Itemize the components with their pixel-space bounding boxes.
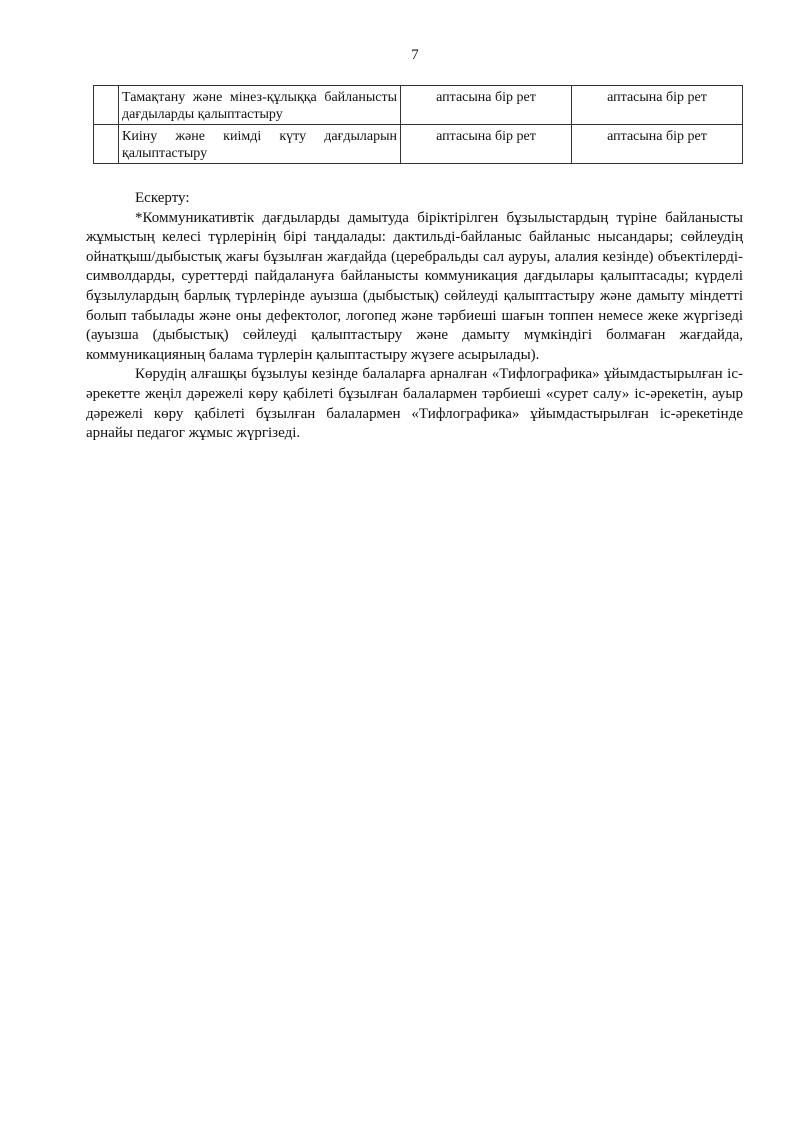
activity-cell: Киіну және киімді күту дағдыларын қалыптастыру	[119, 125, 401, 164]
note-section	[86, 189, 743, 444]
row-number-cell	[94, 125, 119, 164]
row-number-cell	[94, 86, 119, 125]
table-row	[94, 125, 743, 164]
schedule-table	[93, 85, 743, 164]
note-title: Ескерту:	[135, 190, 190, 206]
frequency-cell: аптасына бір рет	[572, 86, 743, 125]
frequency-cell: аптасына бір рет	[401, 86, 572, 125]
frequency-cell: аптасына бір рет	[572, 125, 743, 164]
frequency-cell: аптасына бір рет	[401, 125, 572, 164]
note-paragraph: *Коммуникативтік дағдыларды дамытуда біріктірілген бұзылыстардың түріне байланысты жұмыстың келесі түрлерінің бірі таңдалады: дактильді-байланыс байланыс нысандары; сөйлеудің ойнатқыш/дыбыстық жағы бұзылған жағдайда (церебральды сал ауруы, алалия кезінде) объектілерді-символдарды, суреттерді пайдалануға байланысты коммуникация дағдылары қалыптасады; күрделі бұзылулардың барлық түрлерінде ауызша (дыбыстық) сөйлеуді қалыптастыру және дамыту міндетті болып табылады және оны дефектолог, логопед және тәрбиеші шағын топпен немесе жеке жүргізеді (ауызша (дыбыстық) сөйлеуді қалыптастыру және дамыту мүмкіндігі болмаған жағдайда, коммуникацияның балама түрлерін қалыптастыру жүзеге асырылады).	[86, 209, 743, 363]
activity-cell: Тамақтану және мінез-құлыққа байланысты дағдыларды қалыптастыру	[119, 86, 401, 125]
page-number: 7	[411, 47, 419, 63]
note-paragraph: Көрудің алғашқы бұзылуы кезінде балаларға арналған «Тифлографика» ұйымдастырылған іс-әрекетте жеңіл дәрежелі көру қабілеті бұзылған балалармен тәрбиеші «сурет салу» іс-әрекетін, ауыр дәрежелі көру қабілеті бұзылған балалармен «Тифлографика» ұйымдастырылған іс-әрекетінде арнайы педагог жұмыс жүргізеді.	[86, 366, 743, 442]
table-row	[94, 86, 743, 125]
